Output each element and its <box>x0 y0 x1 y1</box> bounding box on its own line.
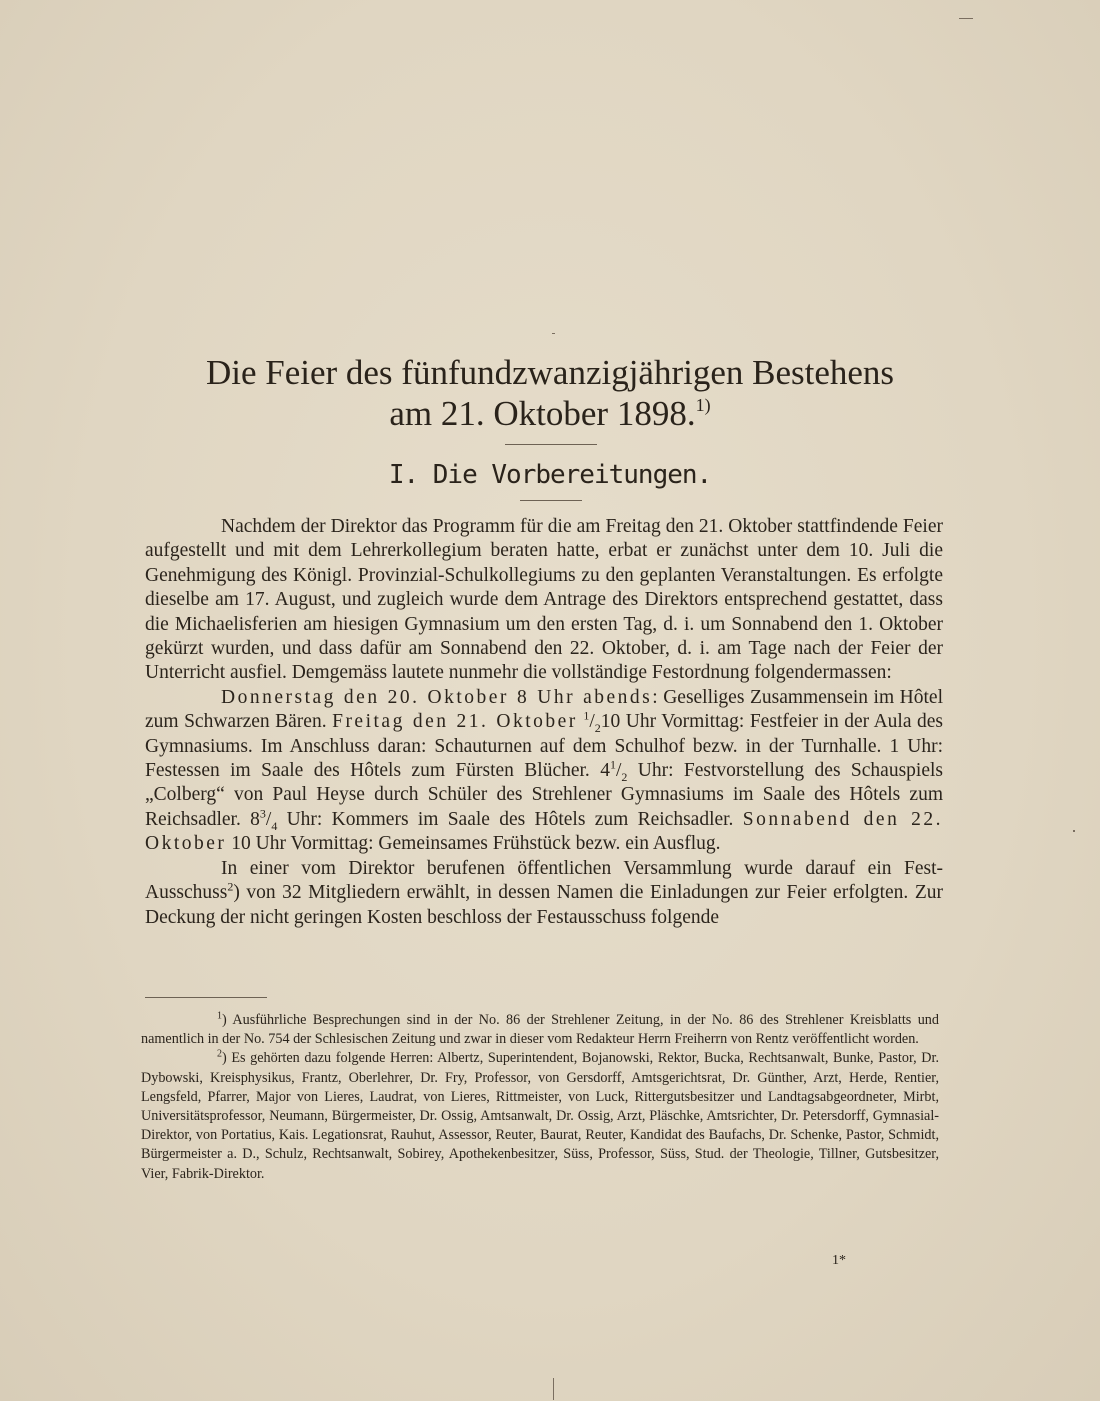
title-footnote-marker[interactable]: 1) <box>695 395 711 415</box>
fraction-denominator: 2 <box>621 769 628 784</box>
fraction-half-1: $^1/_2$ <box>583 708 601 736</box>
paragraph-3-text-a: In einer vom Direktor berufenen öffentlichen Versammlung wurde darauf ein Fest-Ausschuss <box>145 857 943 904</box>
footnote-2-text: ) Es gehörten dazu folgende Herren: Albertz, Superintendent, Bojanowski, Rektor, Bucka, Rechtsanwalt, Bunke, Pastor, Dr. Dybowski, Kreisphysikus, Frantz, Oberlehrer, Dr. Fry, Professor, von Gersdorff, Amtsgerichtsrat, Dr. Günther, Arzt, Herde, Rentier, Lengsfeld, Pfarrer, Major von Lieres, Laudrat, von Lieres, Rittmeister, von Luck, Rittergutsbesitzer und Landtagsabgeordneter, Mirbt, Universitätsprofessor, Neumann, Bürgermeister, Dr. Ossig, Amtsanwalt, Dr. Ossig, Arzt, Pläschke, Amtsrichter, Dr. Petersdorff, Gymnasial-Direktor, von Portatius, Kais. Legationsrat, Rauhut, Assessor, Reuter, Baurat, Reuter, Kandidat des Baufachs, Dr. Schenke, Pastor, Schmidt, Bürgermeister a. D., Schulz, Rechtsanwalt, Sobirey, Apothekenbesitzer, Süss, Professor, Süss, Stud. der Theologie, Tillner, Gutsbesitzer, Vier, Fabrik-Direktor. <box>141 1050 939 1182</box>
fraction-numerator: 1 <box>583 708 590 723</box>
footnote-divider <box>145 997 267 998</box>
footnote-1 <box>141 1011 939 1049</box>
title-line-1: Die Feier des fünfundzwanzigjährigen Bestehens <box>205 353 895 392</box>
fraction-half-2: $^1/_2$ <box>609 757 628 784</box>
paper-speck <box>553 1378 554 1400</box>
paragraph-2 <box>145 686 943 857</box>
fraction-numerator: 1 <box>609 757 616 772</box>
title-divider <box>505 444 597 445</box>
festival-day-2: Freitag den 21. Oktober <box>332 711 578 733</box>
fraction-denominator: 2 <box>594 721 601 736</box>
fraction-three-quarters: $^3/_4$ <box>259 806 278 833</box>
paper-speck <box>552 333 555 334</box>
footnote-2-number: 2 <box>217 1048 222 1060</box>
footnote-1-number: 1 <box>217 1010 222 1022</box>
title-line-2 <box>0 393 1100 434</box>
paper-speck <box>1073 830 1075 832</box>
schedule-text-5: 10 Uhr Vormittag: Gemeinsames Frühstück bezw. ein Ausflug. <box>226 833 721 855</box>
schedule-text-2: 10 Uhr Vormittag: Festfeier in der Aula des Gymnasiums. Im Anschluss daran: Schauturnen auf dem Schulhof bezw. in der Turnhalle. 1 Uhr: Festessen im Saale des Hôtels zum Fürsten Blücher. 4 <box>145 711 943 782</box>
footnote-2-marker[interactable]: 2 <box>227 879 234 894</box>
paragraph-1: Nachdem der Direktor das Programm für die am Freitag den 21. Oktober stattfindende Feier aufgestellt und mit dem Lehrerkollegium beraten hatte, erbat er zunächst unter dem 10. Juli die Genehmigung des Königl. Provinzial-Schulkollegiums zu den geplanten Veranstaltungen. Es erfolgte dieselbe am 17. August, und zugleich wurde dem Antrage des Direktors entsprechend gestattet, dass die Michaelisferien am hiesigen Gymnasium um den ersten Tag, d. i. um Sonnabend den 1. Oktober gekürzt wurden, und dass dafür am Sonnabend den 22. Oktober, d. i. am Tage nach der Feier der Unterricht ausfiel. Demgemäss lautete nunmehr die vollständige Festordnung folgendermassen: <box>145 516 943 684</box>
section-title: I. Die Vorbereitungen. <box>388 460 712 490</box>
page-number: 1* <box>832 1253 846 1268</box>
title-line-2-text: am 21. Oktober 1898. <box>389 394 696 433</box>
schedule-text-3: Uhr: Festvorstellung des Schauspiels „Colberg“ von Paul Heyse durch Schüler des Strehlener Gymnasiums im Saale des Hôtels zum Reichsadler. 8 <box>145 760 943 830</box>
schedule-text-1: : Geselliges Zusammensein im Hôtel zum Schwarzen Bären. <box>145 686 943 733</box>
schedule-text-4: Uhr: Kommers im Saale des Hôtels zum Reichsadler. <box>277 808 743 830</box>
footnotes <box>141 1011 939 1184</box>
festival-day-3: Sonnabend den 22. Oktober <box>145 808 944 855</box>
paragraph-3-text-b: ) von 32 Mitgliedern erwählt, in dessen Namen die Einladungen zur Feier erfolgten. Zur Deckung der nicht geringen Kosten beschloss der Festausschuss folgende <box>145 882 943 928</box>
fraction-numerator: 3 <box>259 806 266 821</box>
festival-day-1: Donnerstag den 20. Oktober 8 Uhr abends <box>221 686 653 708</box>
section-divider <box>520 500 582 501</box>
body-text <box>145 515 943 930</box>
footnote-1-text: ) Ausführliche Besprechungen sind in der No. 86 der Strehlener Zeitung, in der No. 86 des Strehlener Kreisblatts und namentlich in der No. 754 der Schlesischen Zeitung und zwar in dieser vom Redakteur Herrn Freiherrn von Rentz veröffentlicht worden. <box>141 1012 939 1048</box>
page-title <box>0 352 1100 434</box>
paper-speck <box>959 18 973 19</box>
footnote-2 <box>141 1049 939 1183</box>
fraction-denominator: 4 <box>271 818 278 833</box>
paragraph-3 <box>145 857 943 930</box>
